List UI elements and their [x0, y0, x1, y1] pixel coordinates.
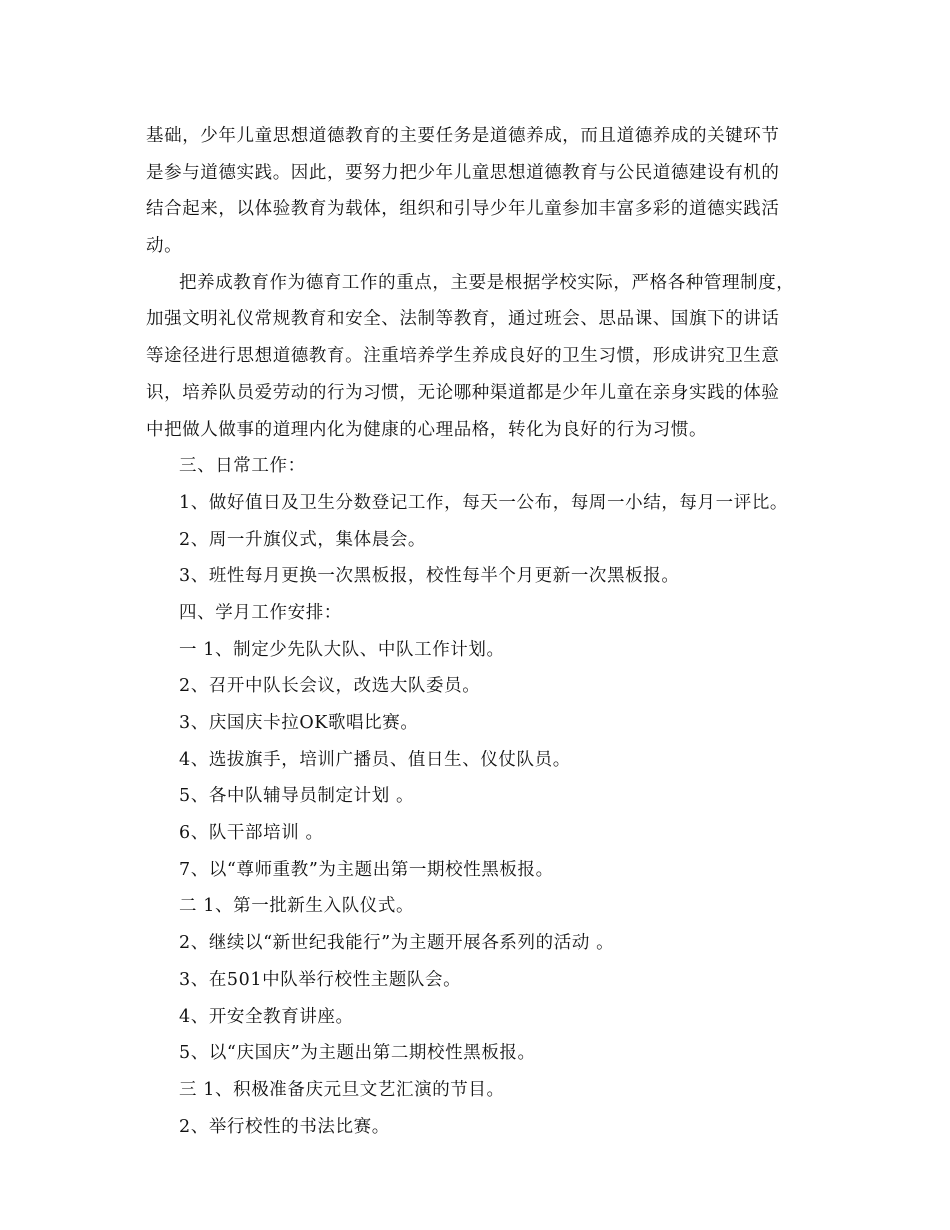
list-item: 3、在501中队举行校性主题队会。 — [179, 969, 462, 990]
text-line: 等途径进行思想道德教育。注重培养学生养成良好的卫生习惯，形成讲究卫生意 — [146, 346, 780, 367]
list-item: 三 1、积极准备庆元旦文艺汇演的节目。 — [179, 1079, 505, 1100]
section-heading: 四、学月工作安排： — [179, 602, 342, 623]
list-item: 2、继续以“新世纪我能行”为主题开展各系列的活动 。 — [179, 933, 615, 954]
list-item: 1、做好值日及卫生分数登记工作，每天一公布，每周一小结，每月一评比。 — [179, 492, 789, 513]
list-item: 2、举行校性的书法比赛。 — [179, 1116, 390, 1137]
section-daily-work — [146, 448, 810, 595]
text-line: 识，培养队员爱劳动的行为习惯，无论哪种渠道都是少年儿童在亲身实践的体验 — [146, 382, 780, 403]
list-item: 6、队干部培训 。 — [179, 823, 324, 844]
text-line: 中把做人做事的道理内化为健康的心理品格，转化为良好的行为习惯。 — [146, 419, 708, 440]
list-item: 2、周一升旗仪式，集体晨会。 — [179, 529, 427, 550]
text-line: 结合起来，以体验教育为载体，组织和引导少年儿童参加丰富多彩的道德实践活 — [146, 199, 780, 220]
list-item: 4、开安全教育讲座。 — [179, 1006, 354, 1027]
text-line: 加强文明礼仪常规教育和安全、法制等教育，通过班会、思品课、国旗下的讲话 — [146, 309, 780, 330]
text-line: 基础，少年儿童思想道德教育的主要任务是道德养成，而且道德养成的关键环节 — [146, 126, 780, 146]
text-line: 是参与道德实践。因此，要努力把少年儿童思想道德教育与公民道德建设有机的 — [146, 162, 780, 183]
list-item: 一 1、制定少先队大队、中队工作计划。 — [179, 639, 505, 660]
list-item: 5、以“庆国庆”为主题出第二期校性黑板报。 — [179, 1043, 536, 1064]
list-item: 5、各中队辅导员制定计划 。 — [179, 786, 415, 807]
section-heading: 三、日常工作： — [179, 456, 306, 477]
section-monthly-schedule — [146, 595, 810, 1145]
paragraph-habit-education — [146, 265, 810, 448]
text-line: 把养成教育作为德育工作的重点，主要是根据学校实际，严格各种管理制度， — [179, 272, 795, 293]
list-item: 3、庆国庆卡拉OK歌唱比赛。 — [179, 713, 419, 733]
text-line: 动。 — [146, 236, 183, 257]
list-item: 2、召开中队长会议，改选大队委员。 — [179, 676, 481, 697]
document-page — [146, 118, 810, 1145]
list-item: 4、选拔旗手，培训广播员、值日生、仪仗队员。 — [179, 749, 571, 770]
list-item: 7、以“尊师重教”为主题出第一期校性黑板报。 — [179, 859, 554, 880]
list-item: 3、班性每月更换一次黑板报，校性每半个月更新一次黑板报。 — [179, 566, 680, 587]
paragraph-moral-education — [146, 118, 810, 265]
list-item: 二 1、第一批新生入队仪式。 — [179, 896, 415, 917]
